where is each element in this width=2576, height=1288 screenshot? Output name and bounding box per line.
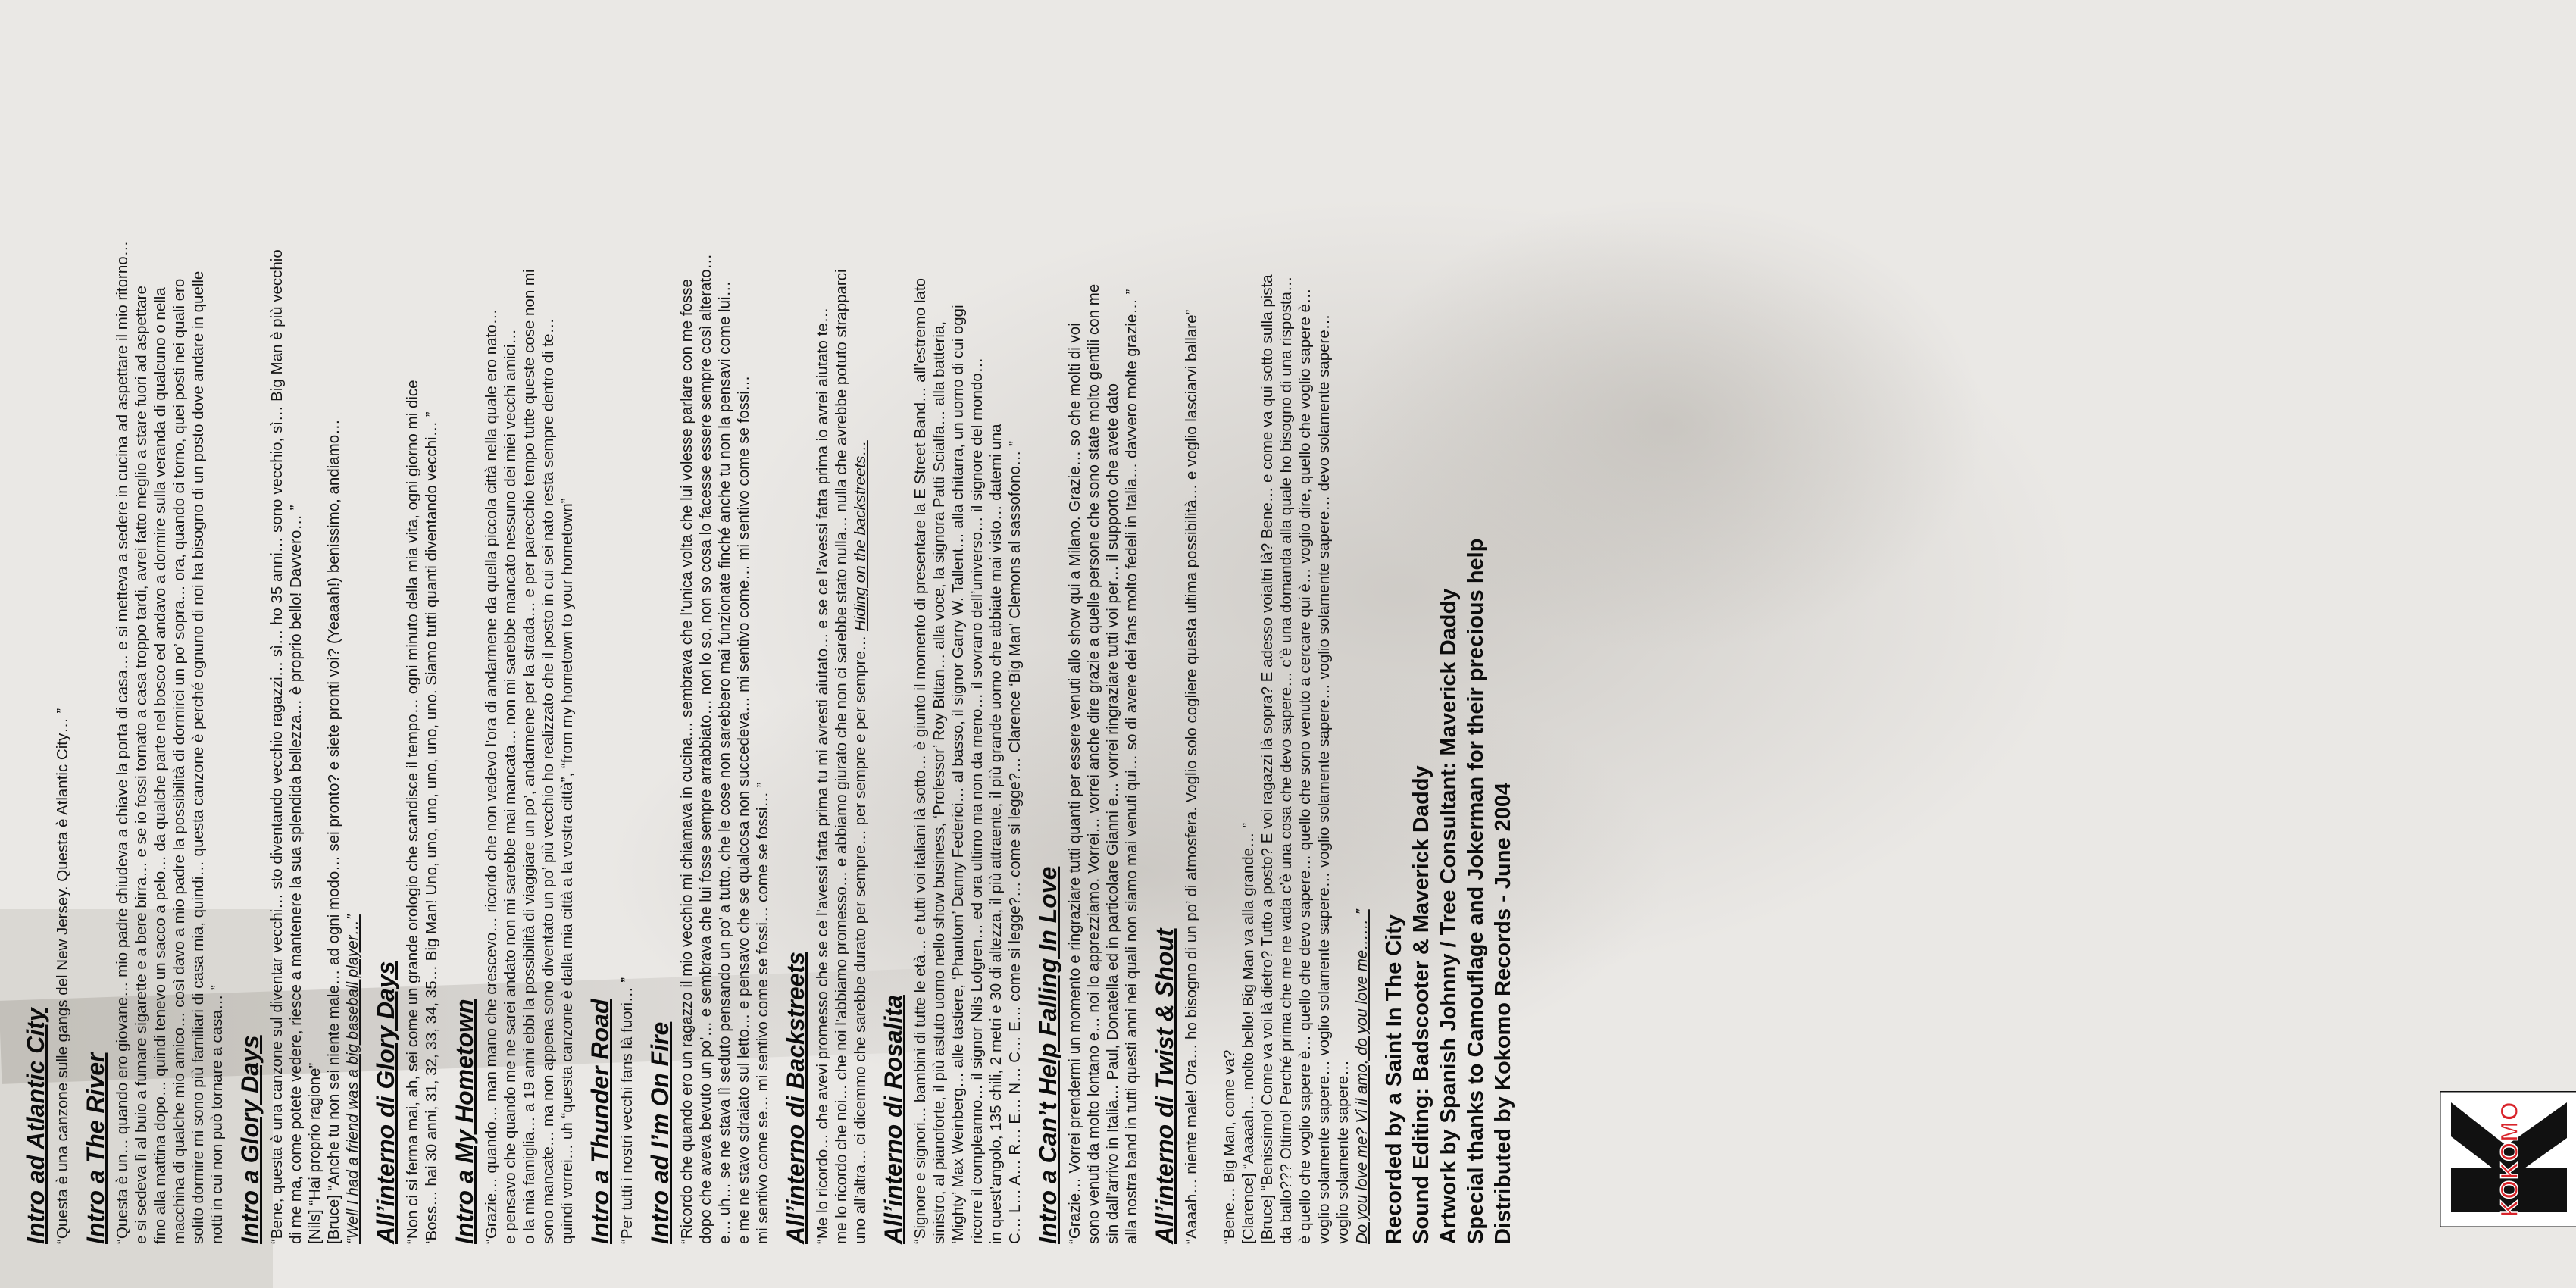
section-lines xyxy=(911,44,1024,1244)
section-title: Intro a The River xyxy=(82,1052,109,1244)
text-line: [Clarence] “Aaaaah… molto bello! Big Man va alla grande… ” xyxy=(1240,822,1257,1244)
text-line: voglio solamente sapere… xyxy=(1334,1060,1352,1244)
section-title: All’interno di Glory Days xyxy=(372,961,399,1244)
credit-line: Distributed by Kokomo Records - June 2004 xyxy=(1491,782,1515,1244)
text-line: “Ricordo che quando ero un ragazzo il mio vecchio mi chiamava in cucina… sembrava che l’unica volta che lui volesse parlare con me fosse xyxy=(678,279,696,1244)
text-line: mi sentivo come se… mi sentivo come se fossi… come se fossi… ” xyxy=(754,782,771,1244)
text-line: ‘Boss… hai 30 anni, 31, 32, 33, 34, 35… Big Man! Uno, uno, uno, uno, uno, uno. Siamo tutti quanti diventando vecchi… ” xyxy=(423,411,440,1244)
section xyxy=(21,44,72,1244)
text-line: sono mancate… ma non appena sono diventato un po’ più vecchio ho realizzato che il posto in cui sei nato resta sempre dentro di te… xyxy=(539,317,557,1244)
text-line: “Signore e signori… bambini di tutte le età… e tutti voi italiani là sotto… è giunto il momento di presentare la E Street Band… all’estremo lato xyxy=(911,277,929,1244)
section-lines xyxy=(1182,44,1371,1244)
text-line: sono venuti da molto lontano e… noi lo apprezziamo. Vorrei… vorrei anche dire grazie a quelle persone che sono state molto gentili con me xyxy=(1085,283,1102,1244)
text-line xyxy=(851,44,870,1244)
text-line: solito dormire mi sono più familiari di casa mia, quindi… questa canzone è perché ognuno di noi ha bisogno di un posto dove andare in quelle xyxy=(189,270,207,1244)
text-line: notti in cui non può tornare a casa… ” xyxy=(208,985,226,1244)
section-lines xyxy=(617,44,636,1244)
text-line: e… uh… se ne stava lì seduto pensando un po’ a tutto, che le cose non sarebbero mai funzionate finché anche tu non la pensavi come lui… xyxy=(716,280,733,1244)
text-line: fino alla mattina dopo… quindi tenevo un sacco a pelo… da qualche parte nel bosco ed andavo a dormire sulla veranda di qualcuno o nella xyxy=(152,287,169,1244)
text-line xyxy=(1352,44,1371,1244)
section-title: All’interno di Twist & Shout xyxy=(1151,928,1178,1244)
text-line: [Bruce] “Benissimo! Come va voi là dietro? Tutto a posto? E voi ragazzi là sopra? E adesso voialtri là? Bene… e come va qui sotto sulla pista xyxy=(1258,274,1276,1244)
text-line: ricorre il compleanno… il signor Nils Lofgren… ed ora ultimo ma non da meno… il sovrano dell’universo… il signore del mondo… xyxy=(968,357,986,1244)
text-line: e si sedeva lì al buio a fumare sigarette e a bere birra… e se io fossi tornato a casa troppo tardi, avrei fatto meglio a stare fuori ad aspettare xyxy=(133,286,150,1244)
text-line-main: “Well I had a friend was a big baseball player…” xyxy=(344,914,361,1244)
text-line: ‘Mighty’ Max Weinberg… alle tastiere, ‘Phantom’ Danny Federici… al basso, il signor Garry W. Tallent… alla chitarra, un uomo di cui oggi xyxy=(949,305,967,1244)
section-lines xyxy=(482,44,577,1244)
text-line: di me ma, come potete vedere, riesce a mantenere la sua splendida bellezza… è proprio bello! Davvero… ” xyxy=(287,505,305,1244)
section xyxy=(781,44,870,1244)
section-lines xyxy=(113,44,227,1244)
text-line: “Grazie… quando… man mano che crescevo… ricordo che non vedevo l’ora di andarmene da quella piccola città nella quale ero nato… xyxy=(483,308,500,1244)
text-line: macchina di qualche mio amico… così davo a mio padre la possibilità di dormirci un po’ sopra… ora, quando ci torno, quei posti nei quali ero xyxy=(170,278,188,1244)
text-line: [Bruce] “Anche tu non sei niente male… ad ogni modo… sei pronto? e siete pronti voi? (Yeaaah!) benissimo, andiamo… xyxy=(325,419,342,1244)
text-line: “Questa è un… quando ero giovane… mio padre chiudeva a chiave la porta di casa… e si metteva a sedere in cucina ad aspettare il mio ritorno… xyxy=(114,240,131,1244)
text-line-tail: Hiding on the backstreets… xyxy=(852,440,869,632)
text-line: e pensavo che quando me ne sarei andato non mi sarebbe mai mancata… non mi sarebbe mancato nessuno dei miei vecchi amici… xyxy=(502,329,519,1244)
text-line: “Bene… Big Man, come va? xyxy=(1221,1049,1238,1244)
text-line: “Per tutti i nostri vecchi fans là fuori… ” xyxy=(618,977,636,1244)
kokomo-logo xyxy=(2440,1091,2576,1227)
text-line: “Bene, questa è una canzone sul diventar vecchi… sto diventando vecchio ragazzi… sì… ho 35 anni… sono vecchio, sì… Big Man è più vecchio xyxy=(268,249,286,1244)
section-title: Intro a Thunder Road xyxy=(586,999,614,1244)
text-line xyxy=(343,44,362,1244)
text-line-main: uno all’altra… ci dicemmo che sarebbe durato per sempre… per sempre e per sempre… xyxy=(852,631,869,1244)
section-title: All’interno di Backstreets xyxy=(782,952,809,1244)
section-title: Intro a Can’t Help Falling In Love xyxy=(1034,866,1061,1244)
text-line: “Questa è una canzone sulle gangs del New Jersey. Questa è Atlantic City… ” xyxy=(54,708,71,1244)
section-lines xyxy=(1065,44,1141,1244)
text-line: C… L… A… R… E… N… C… E… come si legge?… come si legge?… Clarence ‘Big Man’ Clemons al sassofono… ” xyxy=(1006,441,1024,1244)
text-line: “Non ci si ferma mai, ah, sei come un grande orologio che scandisce il tempo… ogni minuto della mia vita, ogni giorno mi dice xyxy=(404,380,421,1244)
text-line: “Me lo ricordo… che avevi promesso che se ce l’avessi fatta prima tu mi avresti aiutato… e se ce l’avessi fatta prima io avrei aiutato te… xyxy=(814,307,831,1244)
section-lines xyxy=(267,44,362,1244)
text-line: me lo ricordo che noi… che noi l’abbiamo promesso… e abbiamo giurato che non ci sarebbe stato nulla… nulla che avrebbe potuto strapparci xyxy=(833,269,850,1244)
credits xyxy=(1380,44,1517,1244)
section xyxy=(586,44,636,1244)
text-line: sin dall’arrivo in Italia… Paul, Donatella ed in particolare Gianni e… vorrei ringraziare tutti voi per… il supporto che avete dato xyxy=(1104,383,1121,1244)
kokomo-logo-text: KOKOMO xyxy=(2496,1101,2523,1218)
section-title: Intro a My Hometown xyxy=(451,999,478,1244)
text-line: o la mia famiglia… a 19 anni ebbi la possibilità di viaggiare un po’, andarmene per la strada… e per parecchio tempo tutte queste cose non mi xyxy=(521,269,538,1244)
text-line: [Nils] “Hai proprio ragione” xyxy=(306,1062,324,1244)
text-line: “Grazie… Vorrei prendermi un momento e ringraziare tutti quanti per essere venuti allo show qui a Milano. Grazie… so che molti di voi xyxy=(1066,323,1083,1244)
credit-line: Recorded by a Saint In The City xyxy=(1382,914,1406,1244)
text-line: in quest’angolo, 135 chili, 2 metri e 30 di altezza, il più attraente, il più grande uomo che abbiate mai visto… datemi una xyxy=(987,424,1005,1244)
section-lines xyxy=(813,44,870,1244)
section-title: All’interno di Rosalita xyxy=(880,995,907,1244)
section xyxy=(236,44,362,1244)
section-title: Intro ad I’m On Fire xyxy=(646,1021,674,1244)
section xyxy=(879,44,1024,1244)
text-line: quindi vorrei… uh “questa canzone è dalla mia città a la vostra città”, “from my hometown to your hometown” xyxy=(558,498,576,1244)
section xyxy=(81,44,227,1244)
section xyxy=(450,44,577,1244)
text-line xyxy=(1201,44,1220,1244)
text-line-main: Do you love me? Vi il amo, do you love me…… ” xyxy=(1353,909,1371,1244)
section xyxy=(646,44,772,1244)
credit-line: Sound Editing: Badscooter & Maverick Daddy xyxy=(1409,765,1433,1244)
section-lines xyxy=(677,44,772,1244)
text-line: è quello che voglio sapere è… quello che devo sapere… quello che sono venuto a cercare qui è… voglio dire, quello che voglio sapere è… xyxy=(1296,288,1314,1244)
text-line: alla nostra band in tutti questi anni nei quali non siamo mai venuti qui… so di avere dei fans molto fedeli in Italia… davvero molte grazie… ” xyxy=(1123,289,1140,1244)
credit-line: Special thanks to Camouflage and Jokerman for their precious help xyxy=(1464,538,1488,1244)
section-title: Intro a Glory Days xyxy=(236,1035,264,1244)
text-line: da ballo??? Ottimo! Perché prima che me ne vada c’è una cosa che devo sapere… c’è una domanda alla quale ho bisogno di una risposta… xyxy=(1277,276,1295,1244)
section xyxy=(371,44,441,1244)
text-line: “Aaaah… niente male! Ora… ho bisogno di un po’ di atmosfera. Voglio solo cogliere questa ultima possibilità… e voglio lasciarvi ballare” xyxy=(1183,309,1200,1244)
text-line: sinistro, al pianoforte, il più astuto uomo nello show business, ‘Professor’ Roy Bittan… alla voce, la signora Patti Scialfa… alla batteria, xyxy=(930,320,948,1244)
credit-line: Artwork by Spanish Johnny / Tree Consultant: Maverick Daddy xyxy=(1436,588,1461,1244)
text-line: voglio solamente sapere… voglio solamente sapere… voglio solamente sapere… voglio solamente sapere… devo solamente sapere… xyxy=(1315,314,1333,1244)
section-title: Intro ad Atlantic City xyxy=(22,1008,49,1244)
section-lines xyxy=(53,44,72,1244)
text-line: dopo che aveva bevuto un po’… e sembrava che lui fosse sempre arrabbiato… non lo so, non so cosa lo facesse essere sempre così alterato… xyxy=(697,253,714,1244)
section xyxy=(1150,44,1371,1244)
text-line: e me ne stavo sdraiato sul letto… e pensavo che se qualcosa non succedeva… mi sentivo come… mi sentivo come se fossi… xyxy=(735,375,752,1244)
section-lines xyxy=(403,44,441,1244)
section xyxy=(1033,44,1141,1244)
